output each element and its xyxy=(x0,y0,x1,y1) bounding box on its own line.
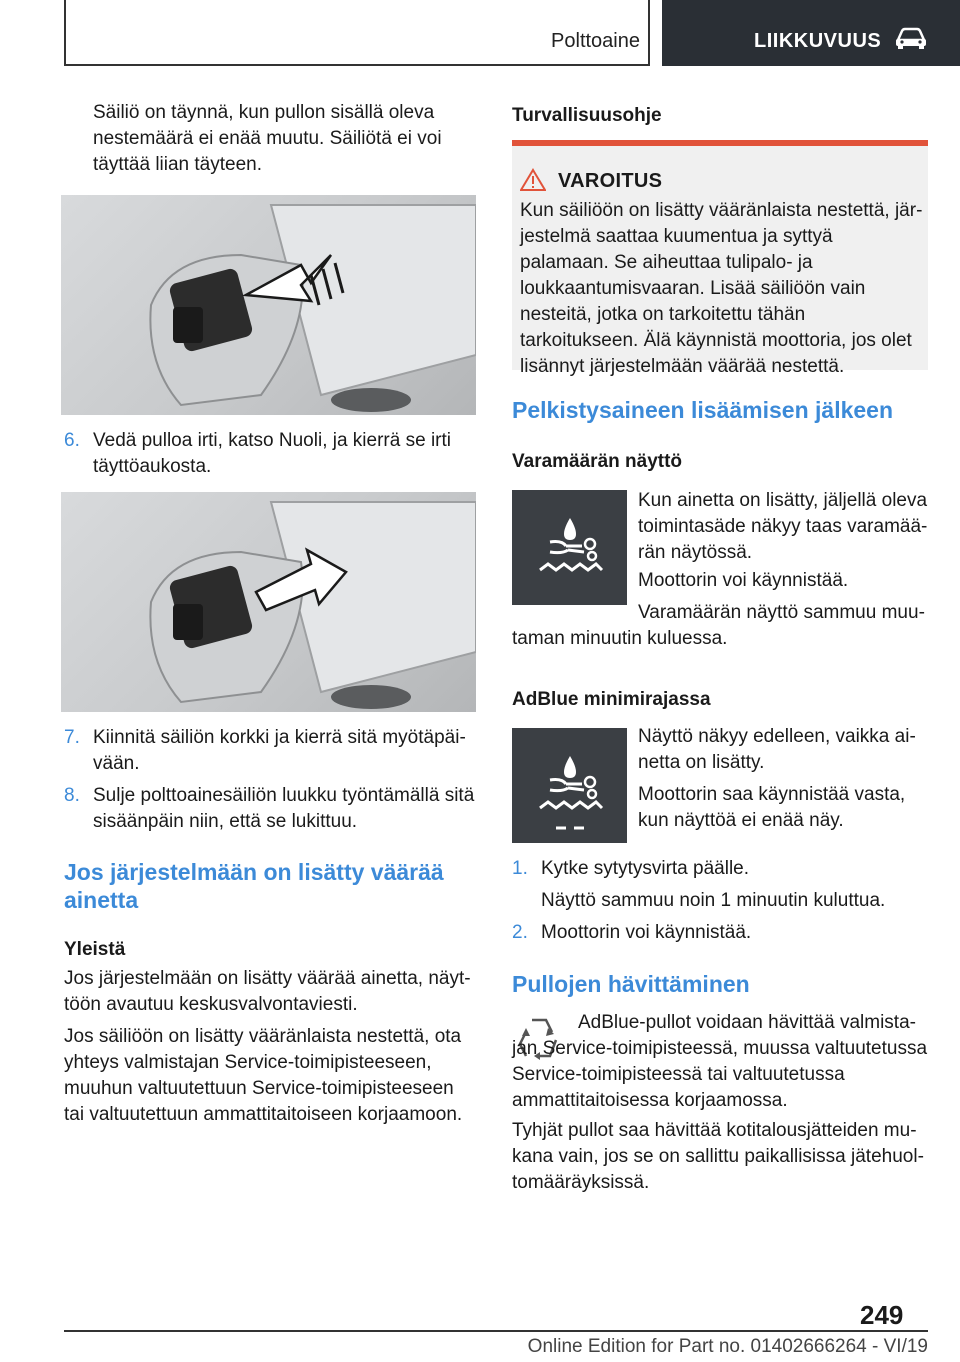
step-text: Vedä pulloa irti, katso Nuoli, ja kierrä se irti täyttöaukosta. xyxy=(93,430,451,477)
adblue-minimum-symbol-icon xyxy=(512,728,627,843)
warning-title: VAROITUS xyxy=(558,170,663,192)
list-item xyxy=(64,725,476,777)
header-left-rule xyxy=(64,0,66,66)
step-number: 1. xyxy=(512,858,528,879)
page-number: 249 xyxy=(860,1300,904,1330)
adblue-range-indicator-icon xyxy=(512,490,627,605)
step-number: 8. xyxy=(64,785,80,806)
subheading-adblue-minimum: AdBlue minimirajassa xyxy=(512,689,711,710)
warning-triangle-icon xyxy=(520,168,546,192)
general-paragraph-1: Jos järjestelmään on lisätty väärää ainetta, näyttöön avautuu keskusvalvontaviesti. xyxy=(64,968,471,1015)
heading-wrong-fluid: Jos järjestelmään on lisätty väärää ainetta xyxy=(64,859,444,913)
header-bottom-rule xyxy=(64,64,650,66)
step-number: 6. xyxy=(64,430,80,451)
car-icon xyxy=(894,26,928,50)
heading-disposal: Pullojen hävittäminen xyxy=(512,971,750,997)
header-section-title: Polttoaine xyxy=(551,30,640,52)
step-text: Sulje polttoainesäiliön luukku työntämällä sitä sisäänpäin niin, että se lukittuu. xyxy=(93,785,475,832)
adblue-symbol-icon xyxy=(512,490,627,605)
list-item xyxy=(64,428,476,480)
subheading-range-display: Varamäärän näyttö xyxy=(512,451,683,472)
warning-text: Kun säiliöön on lisätty vääränlaista nestettä, järjestelmä saattaa kuumentua ja syttyä palamaan. Se aiheuttaa tulipalo- ja loukkaantumisvaaran. Lisää säiliöön vain nesteitä, jotka on tarkoitettu tähän tarkoitukseen. Älä käynnistä moottoria, jos olet lisännyt järjestelmään väärää nestettä. xyxy=(520,200,923,377)
range-paragraph-1: Kun ainetta on lisätty, jäljellä oleva toimintasäde näkyy taas varamäärän näytössä. xyxy=(638,490,928,563)
step-text: Moottorin voi käynnistää. xyxy=(541,922,752,943)
disposal-paragraph-1: AdBlue-pullot voidaan hävittää valmistajan Service-toimipisteessä, muussa valtuutetussa Service-toimipisteessä tai valtuutetussa ammattitaitoisessa korjaamossa. xyxy=(512,1012,928,1111)
step-text: Kytke sytytysvirta päälle. xyxy=(541,858,750,879)
edition-footer: Online Edition for Part no. 01402666264 - VI/19 xyxy=(527,1336,928,1357)
header-chapter-label: LIIKKUVUUS xyxy=(754,30,882,52)
intro-paragraph: Säiliö on täynnä, kun pullon sisällä oleva nestemäärä ei enää muutu. Säiliötä ei voi täyttää liian täyteen. xyxy=(93,102,442,175)
footer-rule-right xyxy=(862,1330,928,1332)
general-paragraph-2: Jos säiliöön on lisätty vääränlaista nestettä, ota yhteys valmistajan Service-toimipisteeseen, muuhun valtuutettuun Service-toimipisteeseen tai valtuutettuun ammattitaitoiseen korjaamoon. xyxy=(64,1026,463,1125)
list-item xyxy=(512,920,928,946)
fill-bottle-photo-2 xyxy=(61,492,476,712)
fill-bottle-photo-1 xyxy=(61,195,476,415)
bottle-removal-arrow-illustration xyxy=(61,195,476,415)
minimum-paragraph-2: Moottorin saa käynnistää vasta, kun näyttöä ei enää näy. xyxy=(638,784,906,831)
header-chapter-tab[interactable] xyxy=(662,0,960,66)
warning-box xyxy=(512,146,928,377)
step-number: 2. xyxy=(512,922,528,943)
footer-rule xyxy=(64,1330,864,1332)
adblue-minimum-indicator-icon xyxy=(512,728,627,843)
list-item xyxy=(64,783,476,835)
bottle-insert-arrow-illustration xyxy=(61,492,476,712)
step-sub-text: Näyttö sammuu noin 1 minuutin kuluttua. xyxy=(541,890,886,911)
heading-after-adding: Pelkistysaineen lisäämisen jälkeen xyxy=(512,397,894,423)
header-divider xyxy=(648,0,650,66)
subheading-general: Yleistä xyxy=(64,939,126,960)
list-item xyxy=(512,856,928,882)
disposal-paragraph-2: Tyhjät pullot saa hävittää kotitalousjätteiden mukana vain, jos se on sallittu paikallisissa jätehuoltomääräyksissä. xyxy=(512,1120,924,1193)
step-text: Kiinnitä säiliön korkki ja kierrä sitä myötäpäivään. xyxy=(93,727,466,774)
minimum-paragraph-1: Näyttö näkyy edelleen, vaikka ainetta on lisätty. xyxy=(638,726,916,773)
range-paragraph-3: Varamäärän näyttö sammuu muutaman minuutin kuluessa. xyxy=(512,602,925,649)
step-number: 7. xyxy=(64,727,80,748)
safety-title: Turvallisuusohje xyxy=(512,105,662,126)
range-paragraph-2: Moottorin voi käynnistää. xyxy=(638,570,849,591)
